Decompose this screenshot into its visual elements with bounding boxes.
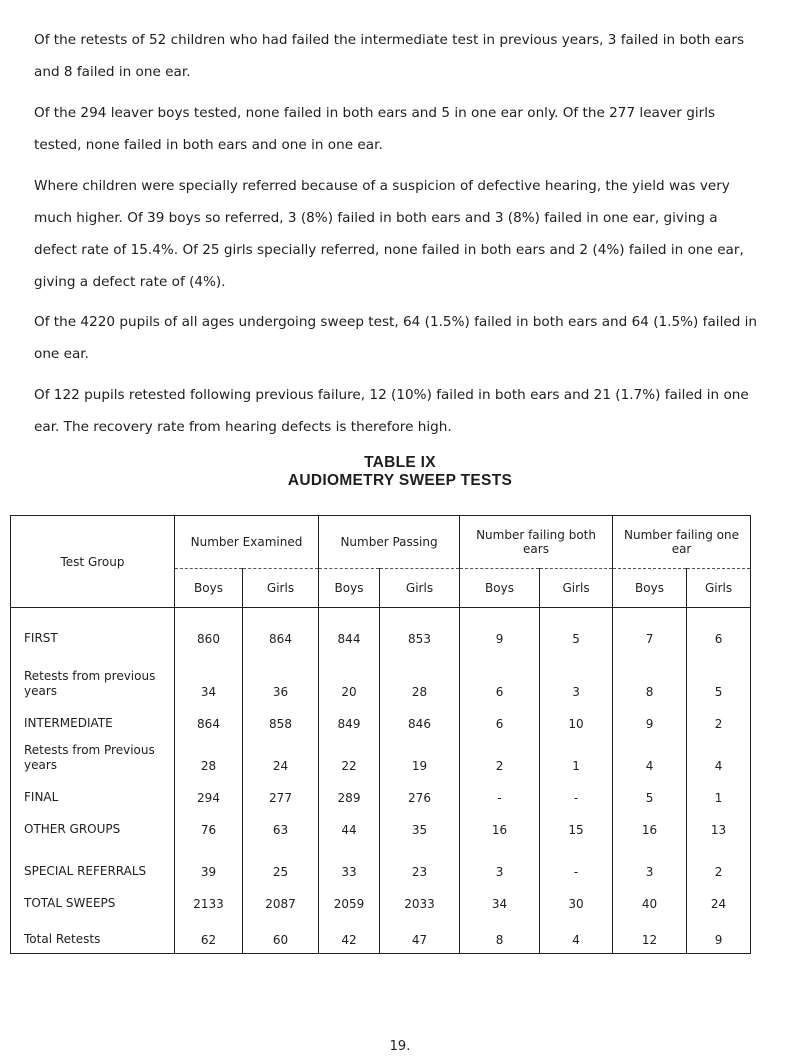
cell-passing-boys: 33: [319, 837, 380, 879]
row-group-label: OTHER GROUPS: [11, 805, 175, 837]
header-number-examined: Number Examined: [175, 516, 319, 569]
header-both-girls: Girls: [540, 569, 613, 608]
cell-passing-girls: 853: [380, 608, 460, 658]
table-row: [11, 911, 751, 954]
cell-passing-girls: 276: [380, 773, 460, 805]
row-group-label: TOTAL SWEEPS: [11, 879, 175, 911]
cell-examined-boys: 39: [175, 837, 243, 879]
header-both-boys: Boys: [460, 569, 540, 608]
paragraph-leavers: Of the 294 leaver boys tested, none failed in both ears and 5 in one ear only. Of the 277 leaver girls tested, none failed in both ears and one in one ear.: [34, 105, 716, 153]
cell-passing-boys: 849: [319, 699, 380, 731]
table-subtitle: AUDIOMETRY SWEEP TESTS: [287, 472, 513, 489]
cell-both-boys: 8: [460, 911, 540, 954]
row-group-label: SPECIAL REFERRALS: [11, 837, 175, 879]
cell-both-girls: 15: [540, 805, 613, 837]
paragraph-sweep-test-totals: Of the 4220 pupils of all ages undergoing sweep test, 64 (1.5%) failed in both ears and 64 (1.5%) failed in one ear.: [34, 314, 758, 362]
cell-examined-girls: 858: [243, 699, 319, 731]
cell-one-girls: 24: [687, 879, 751, 911]
row-group-label: Total Retests: [11, 911, 175, 954]
cell-both-boys: 34: [460, 879, 540, 911]
cell-one-girls: 6: [687, 608, 751, 658]
header-test-group: Test Group: [11, 516, 175, 608]
cell-examined-boys: 28: [175, 731, 243, 773]
cell-one-boys: 3: [613, 837, 687, 879]
cell-one-girls: 1: [687, 773, 751, 805]
table-row: [11, 731, 751, 773]
header-passing-boys: Boys: [319, 569, 380, 608]
cell-one-boys: 9: [613, 699, 687, 731]
cell-passing-girls: 19: [380, 731, 460, 773]
cell-passing-girls: 23: [380, 837, 460, 879]
row-group-label: FIRST: [11, 608, 175, 658]
cell-both-boys: 6: [460, 657, 540, 699]
cell-both-boys: 6: [460, 699, 540, 731]
cell-one-girls: 4: [687, 731, 751, 773]
table-row: [11, 699, 751, 731]
header-failing-one-ear: Number failing one ear: [613, 516, 751, 569]
cell-examined-boys: 860: [175, 608, 243, 658]
cell-both-boys: 3: [460, 837, 540, 879]
cell-passing-boys: 44: [319, 805, 380, 837]
cell-passing-girls: 28: [380, 657, 460, 699]
table-row: [11, 805, 751, 837]
cell-passing-girls: 35: [380, 805, 460, 837]
cell-passing-girls: 2033: [380, 879, 460, 911]
cell-examined-girls: 63: [243, 805, 319, 837]
header-one-girls: Girls: [687, 569, 751, 608]
table-row: [11, 657, 751, 699]
paragraph-intermediate-retests: Of the retests of 52 children who had failed the intermediate test in previous years, 3 failed in both ears and 8 failed in one ear.: [34, 32, 745, 80]
cell-both-girls: 3: [540, 657, 613, 699]
header-examined-girls: Girls: [243, 569, 319, 608]
table-row: [11, 773, 751, 805]
row-group-label: FINAL: [11, 773, 175, 805]
cell-both-girls: 4: [540, 911, 613, 954]
page-number: 19.: [389, 1039, 411, 1054]
cell-both-boys: 16: [460, 805, 540, 837]
cell-both-girls: 30: [540, 879, 613, 911]
cell-passing-boys: 20: [319, 657, 380, 699]
cell-examined-boys: 62: [175, 911, 243, 954]
cell-one-boys: 7: [613, 608, 687, 658]
cell-examined-girls: 277: [243, 773, 319, 805]
cell-passing-boys: 22: [319, 731, 380, 773]
cell-both-girls: 1: [540, 731, 613, 773]
cell-passing-boys: 289: [319, 773, 380, 805]
cell-examined-girls: 2087: [243, 879, 319, 911]
cell-examined-boys: 76: [175, 805, 243, 837]
audiometry-sweep-table: [10, 515, 751, 954]
cell-examined-girls: 864: [243, 608, 319, 658]
header-number-passing: Number Passing: [319, 516, 460, 569]
table-row: [11, 837, 751, 879]
cell-examined-boys: 34: [175, 657, 243, 699]
table-row: [11, 879, 751, 911]
cell-passing-girls: 47: [380, 911, 460, 954]
cell-examined-girls: 36: [243, 657, 319, 699]
cell-passing-girls: 846: [380, 699, 460, 731]
cell-one-boys: 16: [613, 805, 687, 837]
cell-one-boys: 8: [613, 657, 687, 699]
cell-one-girls: 9: [687, 911, 751, 954]
row-group-label: Retests from previous years: [11, 657, 175, 699]
cell-both-boys: 9: [460, 608, 540, 658]
cell-examined-boys: 2133: [175, 879, 243, 911]
cell-one-girls: 13: [687, 805, 751, 837]
cell-passing-boys: 42: [319, 911, 380, 954]
cell-one-boys: 4: [613, 731, 687, 773]
cell-passing-boys: 2059: [319, 879, 380, 911]
cell-both-girls: 10: [540, 699, 613, 731]
cell-one-girls: 2: [687, 699, 751, 731]
cell-one-boys: 40: [613, 879, 687, 911]
cell-passing-boys: 844: [319, 608, 380, 658]
paragraph-special-referrals: Where children were specially referred because of a suspicion of defective hearing, the yield was very much higher. Of 39 boys so referred, 3 (8%) failed in both ears and 3 (8%) failed in one ear, giving a defect rate of 15.4%. Of 25 girls specially referred, none failed in both ears and 2 (4%) failed in one ear, giving a defect rate of (4%).: [34, 178, 744, 290]
cell-one-boys: 5: [613, 773, 687, 805]
cell-examined-girls: 25: [243, 837, 319, 879]
cell-both-boys: 2: [460, 731, 540, 773]
paragraph-retest-recovery: Of 122 pupils retested following previous failure, 12 (10%) failed in both ears and 21 (1.7%) failed in one ear. The recovery rate from hearing defects is therefore high.: [34, 387, 749, 435]
cell-examined-girls: 60: [243, 911, 319, 954]
cell-both-boys: -: [460, 773, 540, 805]
row-group-label: INTERMEDIATE: [11, 699, 175, 731]
cell-examined-girls: 24: [243, 731, 319, 773]
cell-one-boys: 12: [613, 911, 687, 954]
header-passing-girls: Girls: [380, 569, 460, 608]
header-examined-boys: Boys: [175, 569, 243, 608]
row-group-label: Retests from Previous years: [11, 731, 175, 773]
table-title: TABLE IX: [364, 454, 436, 471]
header-one-boys: Boys: [613, 569, 687, 608]
cell-both-girls: 5: [540, 608, 613, 658]
cell-both-girls: -: [540, 773, 613, 805]
cell-examined-boys: 864: [175, 699, 243, 731]
header-failing-both-ears: Number failing both ears: [460, 516, 613, 569]
table-header-row: [11, 516, 751, 569]
table-row: [11, 608, 751, 658]
cell-examined-boys: 294: [175, 773, 243, 805]
cell-one-girls: 2: [687, 837, 751, 879]
cell-both-girls: -: [540, 837, 613, 879]
cell-one-girls: 5: [687, 657, 751, 699]
